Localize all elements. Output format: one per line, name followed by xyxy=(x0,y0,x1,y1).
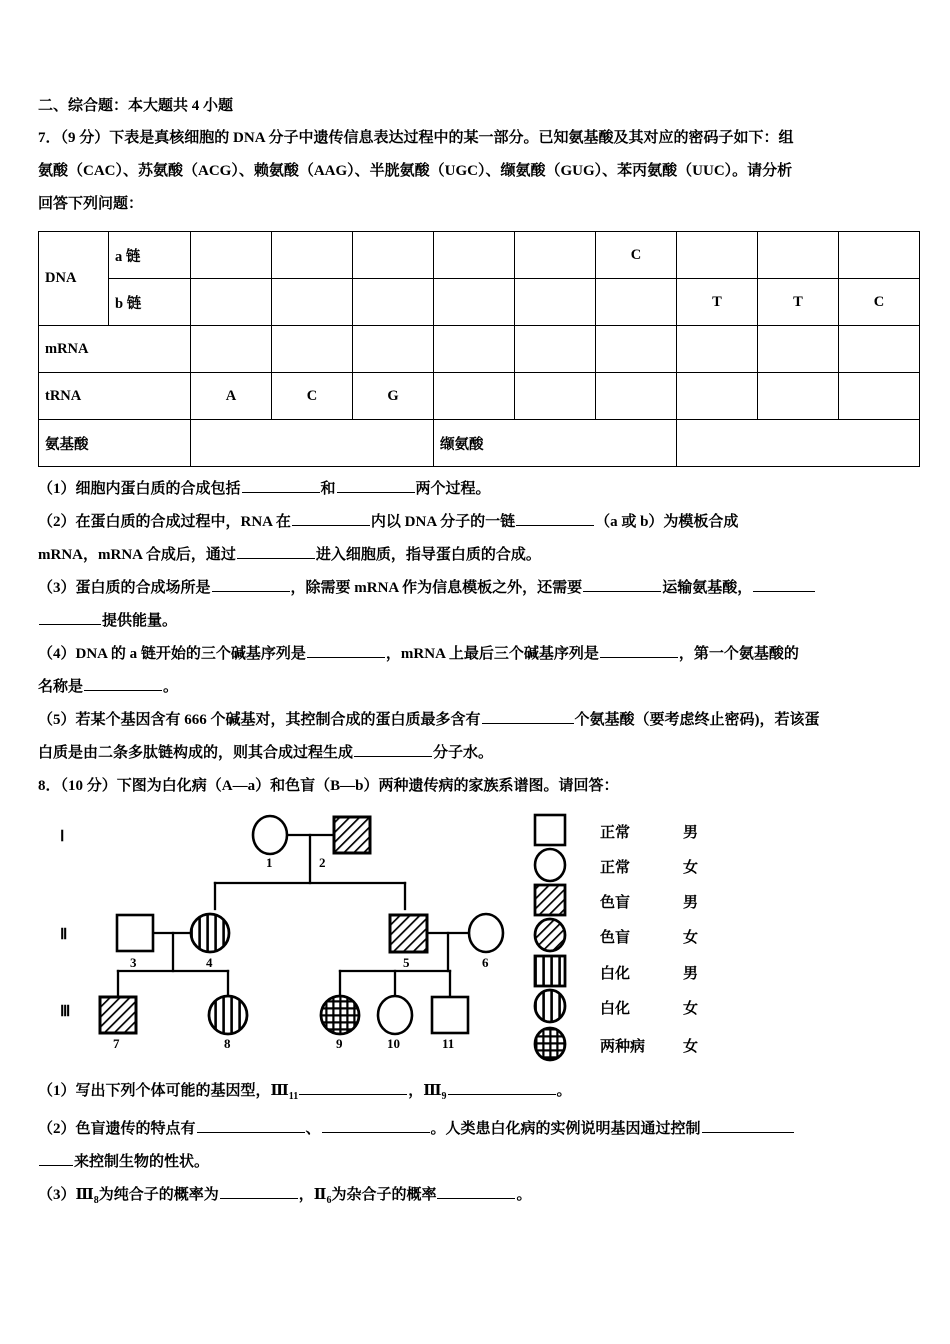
cell-trna-4[interactable] xyxy=(434,373,515,420)
cell-chain-a-label: a 链 xyxy=(109,232,191,279)
cell-amino-1[interactable] xyxy=(191,420,434,467)
q8-item2-blank-3b[interactable] xyxy=(39,1150,73,1166)
q7-item5-text-b: 个氨基酸（要考虑终止密码)，若该蛋 xyxy=(574,712,820,728)
q7-item4-text-a: （4）DNA 的 a 链开始的三个碱基序列是 xyxy=(38,646,306,662)
cell-chain-b-4[interactable] xyxy=(434,279,515,326)
cell-mrna-7[interactable] xyxy=(677,326,758,373)
cell-chain-a-6[interactable]: C xyxy=(596,232,677,279)
legend-condition-3: 色盲 xyxy=(600,929,631,946)
q8-item2-text-d: 来控制生物的性状。 xyxy=(74,1154,210,1170)
cell-chain-a-1[interactable] xyxy=(191,232,272,279)
pedigree-label-2: 2 xyxy=(319,855,326,870)
pedigree-diagram xyxy=(38,811,918,1069)
q7-item-2 xyxy=(38,506,918,539)
cell-chain-b-3[interactable] xyxy=(353,279,434,326)
legend-sex-1: 女 xyxy=(683,859,699,876)
q7-item1-text-c: 两个过程。 xyxy=(415,481,491,497)
q7-item3-blank-3b[interactable] xyxy=(39,609,101,625)
legend-sex-3: 女 xyxy=(683,929,699,946)
q8-item3-subscript-2: 6 xyxy=(326,1195,332,1206)
cell-trna-5[interactable] xyxy=(515,373,596,420)
cell-amino-label: 氨基酸 xyxy=(39,420,191,467)
cell-chain-b-6[interactable] xyxy=(596,279,677,326)
pedigree-individual-9[interactable] xyxy=(321,996,359,1034)
cell-mrna-5[interactable] xyxy=(515,326,596,373)
question-8-stem xyxy=(38,770,918,803)
q8-item2-text-a: （2）色盲遗传的特点有 xyxy=(38,1121,196,1137)
pedigree-label-9: 9 xyxy=(336,1036,343,1051)
cell-chain-b-5[interactable] xyxy=(515,279,596,326)
q7-item5-blank-1[interactable] xyxy=(482,708,574,724)
cell-chain-b-7[interactable]: T xyxy=(677,279,758,326)
cell-mrna-6[interactable] xyxy=(596,326,677,373)
q7-item5-blank-2[interactable] xyxy=(354,741,432,757)
cell-trna-7[interactable] xyxy=(677,373,758,420)
q7-item-3 xyxy=(38,572,918,605)
q7-item3-text-c: 运输氨基酸， xyxy=(662,580,753,596)
pedigree-individual-3[interactable] xyxy=(117,915,153,951)
cell-mrna-2[interactable] xyxy=(272,326,353,373)
cell-chain-b-9[interactable]: C xyxy=(839,279,920,326)
q8-stem-text: 下图为白化病（A—a）和色盲（B—b）两种遗传病的家族系谱图。请回答： xyxy=(116,778,619,794)
q7-item5-text-a: （5）若某个基因含有 666 个碱基对，其控制合成的蛋白质最多含有 xyxy=(38,712,481,728)
generation-label-2: Ⅱ xyxy=(60,927,68,943)
cell-trna-1[interactable]: A xyxy=(191,373,272,420)
q8-item3-blank-2[interactable] xyxy=(437,1183,515,1199)
q7-item5-text-d: 分子水。 xyxy=(433,745,494,761)
q8-item1-text-b: ，Ⅲ xyxy=(408,1083,442,1099)
cell-trna-3[interactable]: G xyxy=(353,373,434,420)
pedigree-label-5: 5 xyxy=(403,955,410,970)
cell-trna-label: tRNA xyxy=(39,373,191,420)
q8-item2-text-c: 。人类患白化病的实例说明基因通过控制 xyxy=(430,1121,701,1137)
cell-mrna-4[interactable] xyxy=(434,326,515,373)
pedigree-label-3: 3 xyxy=(130,955,137,970)
cell-dna-label: DNA xyxy=(39,232,109,326)
q7-stem-line2: 氨酸（CAC）、苏氨酸（ACG）、赖氨酸（AAG）、半胱氨酸（UGC）、缬氨酸（GUG）、苯丙氨酸（UUC）。请分析 xyxy=(38,163,793,179)
legend-condition-0: 正常 xyxy=(600,824,631,841)
q7-item4-text-c: ，第一个氨基酸的 xyxy=(678,646,799,662)
legend-symbol-normal-male xyxy=(535,815,565,845)
q7-item4-blank-3[interactable] xyxy=(84,675,162,691)
q7-item5-text-c: 白质是由二条多肽链构成的，则其合成过程生成 xyxy=(38,745,354,761)
q8-item2-blank-2[interactable] xyxy=(322,1117,430,1133)
q7-item3-blank-1[interactable] xyxy=(212,576,290,592)
cell-trna-2[interactable]: C xyxy=(272,373,353,420)
question-7-stem-end xyxy=(38,188,918,221)
cell-mrna-1[interactable] xyxy=(191,326,272,373)
q7-item2-blank-1[interactable] xyxy=(292,510,370,526)
q8-item-2 xyxy=(38,1113,918,1146)
q8-item-2-cont xyxy=(38,1146,918,1179)
legend-condition-6: 两种病 xyxy=(600,1038,646,1055)
q8-number: 8． xyxy=(38,778,61,794)
q7-item2-text-a: （2）在蛋白质的合成过程中，RNA 在 xyxy=(38,514,291,530)
q7-item4-text-e: 。 xyxy=(163,679,179,695)
q7-item2-text-e: 进入细胞质，指导蛋白质的合成。 xyxy=(315,547,541,563)
question-7-stem-cont xyxy=(38,155,918,188)
q8-item3-text-d: 为杂合子的概率 xyxy=(331,1187,437,1203)
q7-item-4 xyxy=(38,638,918,671)
pedigree-individual-5[interactable] xyxy=(390,915,427,952)
legend-sex-2: 男 xyxy=(683,894,699,911)
pedigree-individual-1[interactable] xyxy=(253,816,287,854)
cell-amino-3[interactable] xyxy=(677,420,920,467)
q8-item-1 xyxy=(38,1075,918,1113)
cell-amino-2[interactable]: 缬氨酸 xyxy=(434,420,677,467)
q7-score: （9 分） xyxy=(60,130,110,146)
cell-chain-a-4[interactable] xyxy=(434,232,515,279)
cell-chain-b-1[interactable] xyxy=(191,279,272,326)
legend-sex-4: 男 xyxy=(683,965,699,982)
q8-item1-blank-1[interactable] xyxy=(299,1079,407,1095)
table-row-chain-b xyxy=(39,279,920,326)
table-row-mrna xyxy=(39,326,920,373)
legend-symbol-colorblind-female xyxy=(535,919,565,951)
q7-item3-text-d: 提供能量。 xyxy=(102,613,178,629)
q8-item1-text-c: 。 xyxy=(556,1083,572,1099)
pedigree-individual-7[interactable] xyxy=(100,997,136,1033)
q7-item3-text-b: ，除需要 mRNA 作为信息模板之外，还需要 xyxy=(290,580,583,596)
table-row-chain-a xyxy=(39,232,920,279)
legend-sex-6: 女 xyxy=(683,1038,699,1055)
q7-item-1 xyxy=(38,473,918,506)
q8-item1-subscript-2: 9 xyxy=(441,1091,447,1102)
q7-item-4-cont xyxy=(38,671,918,704)
q7-item3-text-a: （3）蛋白质的合成场所是 xyxy=(38,580,211,596)
q8-item2-blank-3a[interactable] xyxy=(702,1117,794,1133)
q7-item-5-cont xyxy=(38,737,918,770)
cell-mrna-3[interactable] xyxy=(353,326,434,373)
q7-item-3-cont xyxy=(38,605,918,638)
legend-symbol-colorblind-male xyxy=(535,885,565,915)
pedigree-label-10: 10 xyxy=(387,1036,400,1051)
pedigree-label-7: 7 xyxy=(113,1036,120,1051)
q7-item1-text-a: （1）细胞内蛋白质的合成包括 xyxy=(38,481,241,497)
q7-stem-line1: 下表是真核细胞的 DNA 分子中遗传信息表达过程中的某一部分。已知氨基酸及其对应的密码子如下：组 xyxy=(109,130,794,146)
q8-item1-blank-2[interactable] xyxy=(448,1079,556,1095)
legend-symbol-normal-female xyxy=(535,849,565,881)
pedigree-label-6: 6 xyxy=(482,955,489,970)
pedigree-legend xyxy=(535,815,698,1060)
q7-item2-text-d: mRNA，mRNA 合成后，通过 xyxy=(38,547,236,563)
legend-sex-0: 男 xyxy=(683,824,699,841)
pedigree-label-4: 4 xyxy=(206,955,213,970)
pedigree-individual-11[interactable] xyxy=(432,997,468,1033)
page-content xyxy=(38,94,918,1217)
pedigree-individual-2[interactable] xyxy=(334,817,370,853)
cell-chain-b-2[interactable] xyxy=(272,279,353,326)
q7-item4-text-d: 名称是 xyxy=(38,679,84,695)
cell-chain-b-8[interactable]: T xyxy=(758,279,839,326)
q7-item4-blank-2[interactable] xyxy=(600,642,678,658)
question-7-stem xyxy=(38,122,918,155)
table-row-trna xyxy=(39,373,920,420)
cell-mrna-8[interactable] xyxy=(758,326,839,373)
q7-stem-line3: 回答下列问题： xyxy=(38,196,144,212)
legend-condition-5: 白化 xyxy=(600,1000,631,1017)
cell-trna-6[interactable] xyxy=(596,373,677,420)
legend-condition-4: 白化 xyxy=(600,965,631,982)
cell-trna-9[interactable] xyxy=(839,373,920,420)
legend-symbol-albino-male xyxy=(535,956,565,986)
cell-chain-a-3[interactable] xyxy=(353,232,434,279)
q7-item1-blank-1[interactable] xyxy=(242,477,320,493)
cell-chain-b-label: b 链 xyxy=(109,279,191,326)
q8-item2-text-b: 、 xyxy=(305,1121,321,1137)
pedigree-label-11: 11 xyxy=(442,1036,455,1051)
q7-item3-blank-2[interactable] xyxy=(583,576,661,592)
pedigree-individual-6[interactable] xyxy=(469,914,503,952)
q8-item3-text-e: 。 xyxy=(516,1187,532,1203)
cell-mrna-label: mRNA xyxy=(39,326,191,373)
q7-item1-blank-2[interactable] xyxy=(337,477,415,493)
cell-chain-a-7[interactable] xyxy=(677,232,758,279)
q8-item1-subscript-1: 11 xyxy=(288,1091,299,1102)
cell-chain-a-5[interactable] xyxy=(515,232,596,279)
legend-condition-2: 色盲 xyxy=(600,894,631,911)
q8-item1-text-a: （1）写出下列个体可能的基因型，Ⅲ xyxy=(38,1083,289,1099)
q8-item3-text-c: ，Ⅱ xyxy=(298,1187,327,1203)
legend-sex-5: 女 xyxy=(683,1000,699,1017)
pedigree-figure xyxy=(38,811,918,1069)
pedigree-individual-8[interactable] xyxy=(209,996,247,1034)
pedigree-label-8: 8 xyxy=(224,1036,231,1051)
cell-chain-a-9[interactable] xyxy=(839,232,920,279)
q8-item-3 xyxy=(38,1179,918,1217)
q7-item2-blank-3[interactable] xyxy=(237,543,315,559)
cell-chain-a-8[interactable] xyxy=(758,232,839,279)
pedigree-individual-10[interactable] xyxy=(378,996,412,1034)
pedigree-individual-4[interactable] xyxy=(191,914,229,952)
pedigree-label-1: 1 xyxy=(266,855,273,870)
q7-item4-text-b: ，mRNA 上最后三个碱基序列是 xyxy=(385,646,599,662)
q8-score: （10 分） xyxy=(60,778,117,794)
q8-item3-text-a: （3）Ⅲ xyxy=(38,1187,94,1203)
legend-symbol-both-female xyxy=(535,1028,565,1060)
generation-label-3: Ⅲ xyxy=(60,1004,71,1020)
q8-item2-blank-1[interactable] xyxy=(197,1117,305,1133)
q7-item1-text-b: 和 xyxy=(320,481,336,497)
section-heading: 二、综合题：本大题共 4 小题 xyxy=(38,98,234,114)
dna-expression-table xyxy=(38,231,920,467)
q8-item3-subscript-1: 8 xyxy=(93,1195,99,1206)
q7-item2-blank-2[interactable] xyxy=(516,510,594,526)
table-row-amino xyxy=(39,420,920,467)
legend-condition-1: 正常 xyxy=(600,859,631,876)
cell-mrna-9[interactable] xyxy=(839,326,920,373)
cell-trna-8[interactable] xyxy=(758,373,839,420)
q7-item4-blank-1[interactable] xyxy=(307,642,385,658)
q8-item3-blank-1[interactable] xyxy=(220,1183,298,1199)
q7-item2-text-b: 内以 DNA 分子的一链 xyxy=(370,514,516,530)
q7-item2-text-c: （a 或 b）为模板合成 xyxy=(595,514,739,530)
cell-chain-a-2[interactable] xyxy=(272,232,353,279)
generation-label-1: Ⅰ xyxy=(60,829,65,845)
q7-item-5 xyxy=(38,704,918,737)
q8-item3-text-b: 为纯合子的概率为 xyxy=(98,1187,219,1203)
legend-symbol-albino-female xyxy=(535,990,565,1022)
q7-item3-blank-3a[interactable] xyxy=(753,576,815,592)
q7-item-2-cont xyxy=(38,539,918,572)
q7-number: 7． xyxy=(38,130,61,146)
